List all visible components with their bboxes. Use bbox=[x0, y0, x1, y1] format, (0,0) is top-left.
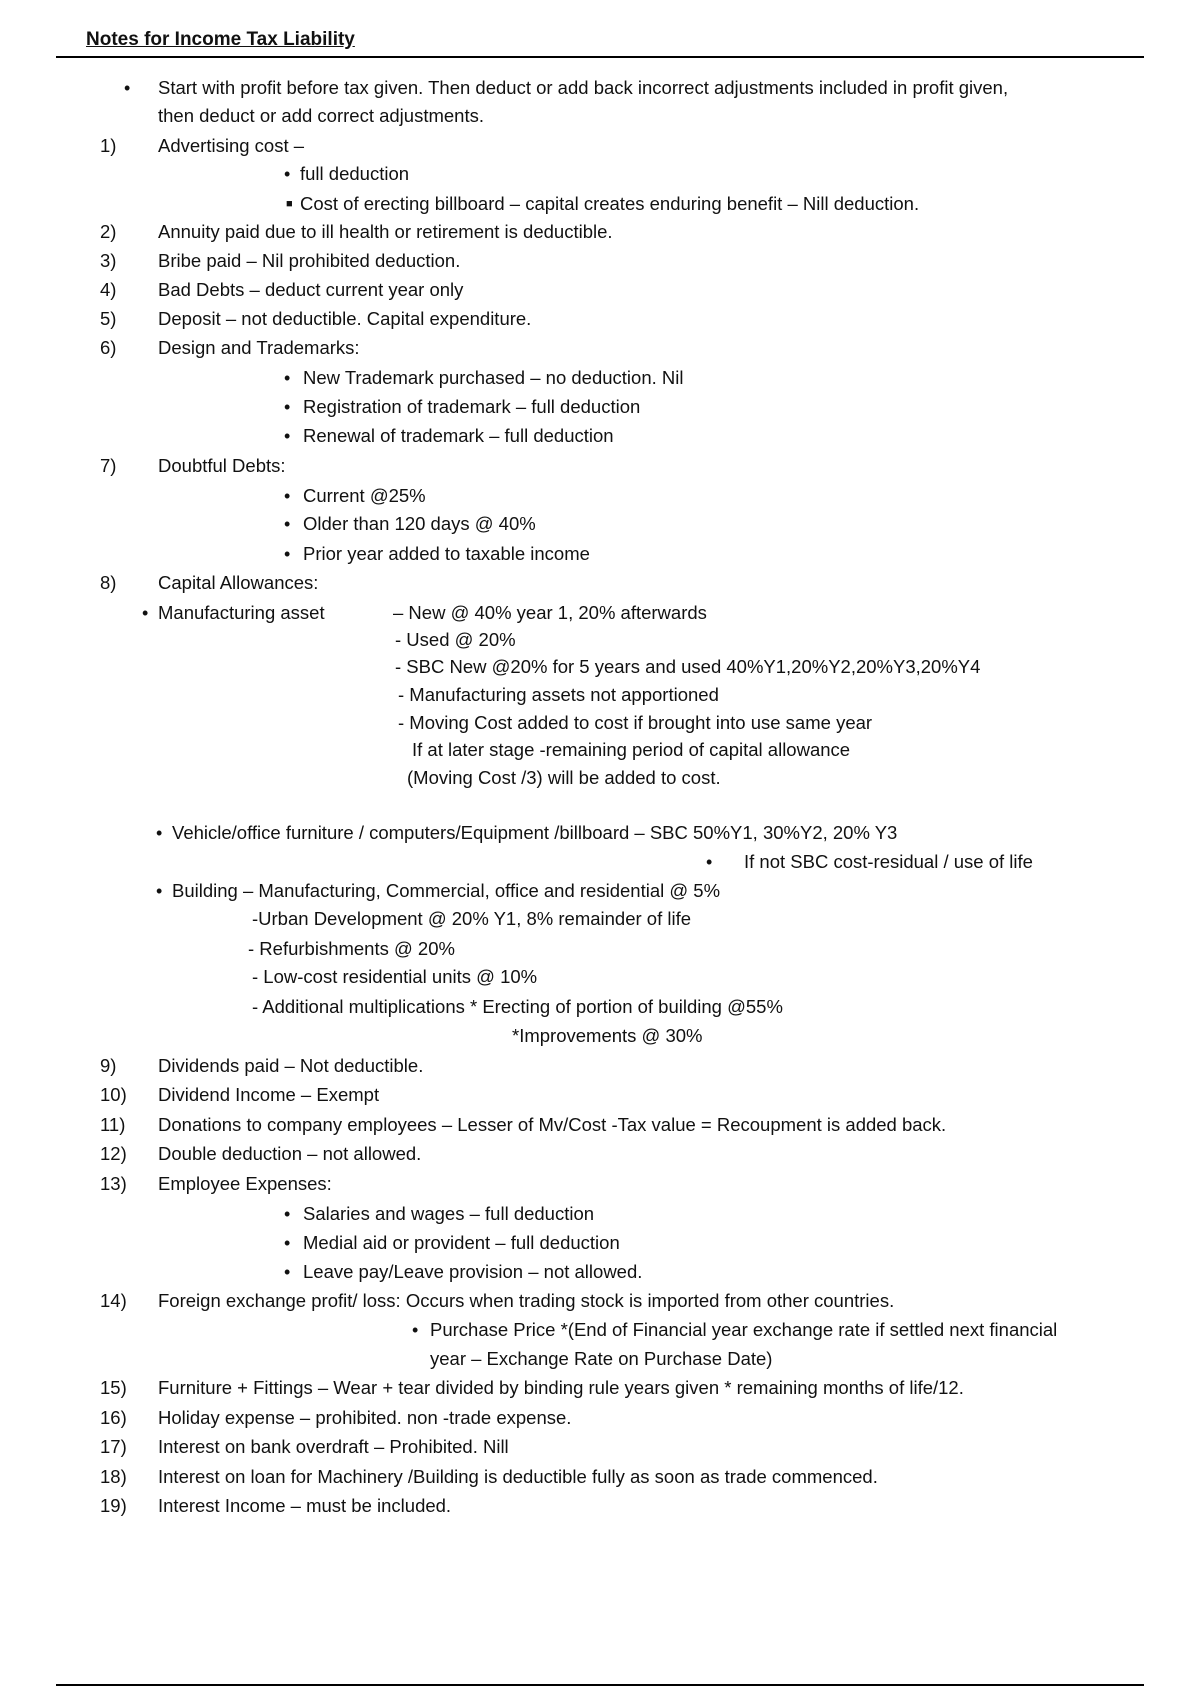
item-number: 2) bbox=[100, 221, 117, 242]
footer-rule bbox=[56, 1684, 1144, 1686]
item-number: 11) bbox=[100, 1114, 126, 1135]
sub-item: Vehicle/office furniture / computers/Equipment /billboard – SBC 50%Y1, 30%Y2, 20% Y3 bbox=[172, 822, 898, 843]
item-text: Deposit – not deductible. Capital expenditure. bbox=[158, 308, 532, 329]
item-text: Interest on bank overdraft – Prohibited. Nill bbox=[158, 1436, 509, 1457]
item-text: Design and Trademarks: bbox=[158, 337, 360, 358]
sub-item: full deduction bbox=[300, 163, 410, 184]
sub-item: Cost of erecting billboard – capital creates enduring benefit – Nill deduction. bbox=[300, 193, 920, 214]
item-text: Bribe paid – Nil prohibited deduction. bbox=[158, 250, 461, 271]
item-number: 9) bbox=[100, 1055, 117, 1076]
item-text: Holiday expense – prohibited. non -trade expense. bbox=[158, 1407, 572, 1428]
sub-item: -Urban Development @ 20% Y1, 8% remainder of life bbox=[252, 908, 692, 929]
bullet: ■ bbox=[286, 198, 293, 210]
bullet: • bbox=[284, 164, 291, 184]
sub-item: year – Exchange Rate on Purchase Date) bbox=[430, 1348, 773, 1369]
bullet: • bbox=[124, 78, 131, 98]
item-text: Interest Income – must be included. bbox=[158, 1495, 452, 1516]
item-number: 19) bbox=[100, 1495, 127, 1516]
sub-item: - Used @ 20% bbox=[395, 629, 516, 650]
bullet: • bbox=[284, 486, 291, 506]
sub-item: Salaries and wages – full deduction bbox=[303, 1203, 595, 1224]
bullet: • bbox=[142, 603, 149, 623]
item-number: 16) bbox=[100, 1407, 127, 1428]
item-text: Capital Allowances: bbox=[158, 572, 319, 593]
manufacturing-label: Manufacturing asset bbox=[158, 602, 325, 623]
sub-item: - Manufacturing assets not apportioned bbox=[398, 684, 719, 705]
sub-item: Current @25% bbox=[303, 485, 426, 506]
sub-item: – New @ 40% year 1, 20% afterwards bbox=[393, 602, 707, 623]
item-text: Employee Expenses: bbox=[158, 1173, 332, 1194]
bullet: • bbox=[284, 514, 291, 534]
bullet: • bbox=[412, 1320, 419, 1340]
sub-item: Prior year added to taxable income bbox=[303, 543, 590, 564]
item-text: Foreign exchange profit/ loss: Occurs when trading stock is imported from other countries. bbox=[158, 1290, 895, 1311]
item-number: 4) bbox=[100, 279, 117, 300]
sub-item: *Improvements @ 30% bbox=[512, 1025, 703, 1046]
bullet: • bbox=[284, 1262, 291, 1282]
item-text: Dividend Income – Exempt bbox=[158, 1084, 380, 1105]
sub-item: - SBC New @20% for 5 years and used 40%Y1,20%Y2,20%Y3,20%Y4 bbox=[395, 656, 981, 677]
item-number: 12) bbox=[100, 1143, 127, 1164]
bullet: • bbox=[284, 544, 291, 564]
header-rule bbox=[56, 56, 1144, 58]
sub-item: If at later stage -remaining period of capital allowance bbox=[412, 739, 851, 760]
bullet: • bbox=[284, 426, 291, 446]
sub-item: Leave pay/Leave provision – not allowed. bbox=[303, 1261, 643, 1282]
sub-item: - Low-cost residential units @ 10% bbox=[252, 966, 538, 987]
item-number: 5) bbox=[100, 308, 117, 329]
sub-item: Medial aid or provident – full deduction bbox=[303, 1232, 620, 1253]
bullet: • bbox=[156, 881, 163, 901]
sub-item: (Moving Cost /3) will be added to cost. bbox=[407, 767, 721, 788]
sub-item: - Refurbishments @ 20% bbox=[248, 938, 455, 959]
sub-item: - Moving Cost added to cost if brought into use same year bbox=[398, 712, 873, 733]
intro-line-1: Start with profit before tax given. Then deduct or add back incorrect adjustments included in profit given, bbox=[158, 77, 1009, 98]
item-number: 14) bbox=[100, 1290, 127, 1311]
bullet: • bbox=[284, 1233, 291, 1253]
item-text: Interest on loan for Machinery /Building is deductible fully as soon as trade commenced. bbox=[158, 1466, 878, 1487]
bullet: • bbox=[156, 823, 163, 843]
bullet: • bbox=[284, 368, 291, 388]
item-text: Doubtful Debts: bbox=[158, 455, 286, 476]
page-title: Notes for Income Tax Liability bbox=[86, 29, 355, 50]
item-number: 8) bbox=[100, 572, 117, 593]
item-number: 18) bbox=[100, 1466, 127, 1487]
item-number: 17) bbox=[100, 1436, 127, 1457]
sub-item: Building – Manufacturing, Commercial, office and residential @ 5% bbox=[172, 880, 721, 901]
item-text: Bad Debts – deduct current year only bbox=[158, 279, 464, 300]
item-number: 10) bbox=[100, 1084, 127, 1105]
item-text: Double deduction – not allowed. bbox=[158, 1143, 422, 1164]
item-number: 1) bbox=[100, 135, 117, 156]
item-text: Annuity paid due to ill health or retirement is deductible. bbox=[158, 221, 613, 242]
sub-item: Renewal of trademark – full deduction bbox=[303, 425, 614, 446]
item-text: Advertising cost – bbox=[158, 135, 305, 156]
bullet: • bbox=[284, 1204, 291, 1224]
sub-item: - Additional multiplications * Erecting of portion of building @55% bbox=[252, 996, 783, 1017]
sub-item: Older than 120 days @ 40% bbox=[303, 513, 536, 534]
item-number: 3) bbox=[100, 250, 117, 271]
sub-item: Purchase Price *(End of Financial year exchange rate if settled next financial bbox=[430, 1319, 1058, 1340]
sub-item: If not SBC cost-residual / use of life bbox=[744, 851, 1033, 872]
item-text: Furniture + Fittings – Wear + tear divided by binding rule years given * remaining months of life/12. bbox=[158, 1377, 964, 1398]
item-number: 15) bbox=[100, 1377, 127, 1398]
item-number: 7) bbox=[100, 455, 117, 476]
bullet: • bbox=[706, 852, 713, 872]
sub-item: Registration of trademark – full deduction bbox=[303, 396, 641, 417]
sub-item: New Trademark purchased – no deduction. Nil bbox=[303, 367, 684, 388]
intro-line-2: then deduct or add correct adjustments. bbox=[158, 105, 484, 126]
item-number: 13) bbox=[100, 1173, 127, 1194]
item-text: Donations to company employees – Lesser of Mv/Cost -Tax value = Recoupment is added back. bbox=[158, 1114, 947, 1135]
bullet: • bbox=[284, 397, 291, 417]
item-text: Dividends paid – Not deductible. bbox=[158, 1055, 424, 1076]
item-number: 6) bbox=[100, 337, 117, 358]
